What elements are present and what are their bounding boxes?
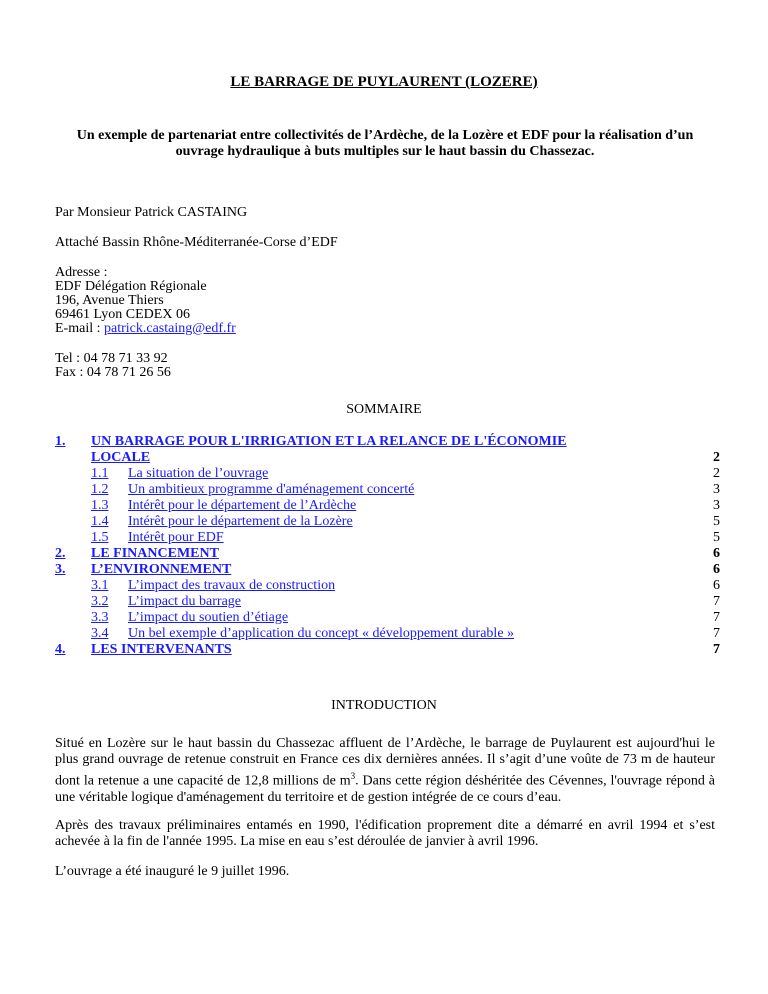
toc-label[interactable]: Intérêt pour EDF bbox=[128, 530, 224, 545]
toc-entry-3-3[interactable] bbox=[55, 610, 720, 626]
toc-entry-1-cont[interactable] bbox=[55, 450, 720, 466]
email-label: E-mail : bbox=[55, 321, 104, 336]
toc-heading: SOMMAIRE bbox=[346, 402, 422, 417]
toc-entry-1-2[interactable] bbox=[55, 482, 720, 498]
toc-entry-3-2[interactable] bbox=[55, 594, 720, 610]
toc-number: 3.3 bbox=[91, 610, 109, 625]
toc-label[interactable]: L’impact des travaux de construction bbox=[128, 578, 336, 593]
toc-entry-1[interactable] bbox=[55, 434, 720, 450]
intro-heading: INTRODUCTION bbox=[331, 698, 437, 713]
intro-paragraph-1-text-a: Situé en Lozère sur le haut bassin du Chassezac affluent de l’Ardèche, le barrage de Puylaurent est aujourd'hui le plus grand ouvrage de retenue construit en France ces dix dernières années. Il s’agit d’une voûte de 73 m de hauteur dont la retenue a une capacité de 12,8 millions de m bbox=[55, 736, 715, 789]
address-line-2: 196, Avenue Thiers bbox=[55, 293, 164, 308]
toc-label[interactable]: La situation de l’ouvrage bbox=[128, 466, 269, 481]
toc-entry-3-4[interactable] bbox=[55, 626, 720, 642]
email-line bbox=[55, 322, 236, 336]
toc-page: 6 bbox=[713, 546, 720, 561]
toc-number: 1.3 bbox=[91, 498, 109, 513]
toc-number: 1.1 bbox=[91, 466, 109, 481]
toc-page: 7 bbox=[713, 642, 720, 657]
toc-number: 1.4 bbox=[91, 514, 109, 529]
toc-number: 4. bbox=[55, 642, 66, 657]
toc-entry-1-3[interactable] bbox=[55, 498, 720, 514]
toc-number: 1.5 bbox=[91, 530, 109, 545]
toc-number: 1.2 bbox=[91, 482, 109, 497]
author-role: Attaché Bassin Rhône-Méditerranée-Corse d’EDF bbox=[55, 235, 338, 250]
toc-page: 6 bbox=[713, 578, 720, 593]
toc-number: 3.4 bbox=[91, 626, 109, 641]
toc-page: 3 bbox=[713, 482, 720, 497]
toc-page: 6 bbox=[713, 562, 720, 577]
toc-number: 2. bbox=[55, 546, 66, 561]
intro-paragraph-2: Après des travaux préliminaires entamés en 1990, l'édification proprement dite a démarré en avril 1994 et s’est achevée à la fin de l'année 1995. La mise en eau s’est déroulée de janvier à avril 1996. bbox=[55, 818, 715, 849]
toc-label[interactable]: L’ENVIRONNEMENT bbox=[91, 562, 232, 577]
fax-line: Fax : 04 78 71 26 56 bbox=[55, 365, 171, 380]
toc-entry-2[interactable] bbox=[55, 546, 720, 562]
toc-entry-4[interactable] bbox=[55, 642, 720, 658]
email-link[interactable]: patrick.castaing@edf.fr bbox=[104, 321, 236, 336]
toc-entry-3-1[interactable] bbox=[55, 578, 720, 594]
toc-label[interactable]: UN BARRAGE POUR L'IRRIGATION ET LA RELANCE DE L'ÉCONOMIE bbox=[91, 434, 567, 449]
toc-entry-3[interactable] bbox=[55, 562, 720, 578]
toc-number: 3.2 bbox=[91, 594, 109, 609]
toc-label[interactable]: LE FINANCEMENT bbox=[91, 546, 219, 561]
toc-entry-1-5[interactable] bbox=[55, 530, 720, 546]
toc-label[interactable]: Un ambitieux programme d'aménagement concerté bbox=[128, 482, 415, 497]
toc-page: 2 bbox=[713, 450, 720, 465]
superscript-3: 3 bbox=[350, 771, 356, 781]
address-line-3: 69461 Lyon CEDEX 06 bbox=[55, 307, 190, 322]
toc-page: 7 bbox=[713, 594, 720, 609]
document-title: LE BARRAGE DE PUYLAURENT (LOZERE) bbox=[230, 74, 538, 90]
author-name: Par Monsieur Patrick CASTAING bbox=[55, 205, 248, 220]
document-subtitle: Un exemple de partenariat entre collectivités de l’Ardèche, de la Lozère et EDF pour la réalisation d’un ouvrage hydraulique à buts multiples sur le haut bassin du Chassezac. bbox=[76, 128, 694, 159]
toc-number: 3.1 bbox=[91, 578, 109, 593]
toc-label[interactable]: LOCALE bbox=[91, 450, 151, 465]
toc-page: 7 bbox=[713, 626, 720, 641]
toc-label[interactable]: Intérêt pour le département de la Lozère bbox=[128, 514, 353, 529]
toc-page: 3 bbox=[713, 498, 720, 513]
toc-number: 3. bbox=[55, 562, 66, 577]
toc-page: 2 bbox=[713, 466, 720, 481]
toc-label[interactable]: Intérêt pour le département de l’Ardèche bbox=[128, 498, 357, 513]
intro-paragraph-1-text-b: . Dans cette région déshéritée des Cévennes, l'ouvrage répond à une véritable logique d'aménagement du territoire et de gestion intégrée de ce cours d’eau. bbox=[55, 773, 715, 805]
address-label: Adresse : bbox=[55, 265, 108, 280]
toc-label[interactable]: LES INTERVENANTS bbox=[91, 642, 232, 657]
toc-label[interactable]: L’impact du soutien d’étiage bbox=[128, 610, 289, 625]
toc-label[interactable]: L’impact du barrage bbox=[128, 594, 241, 609]
toc-page: 7 bbox=[713, 610, 720, 625]
toc-entry-1-4[interactable] bbox=[55, 514, 720, 530]
address-line-1: EDF Délégation Régionale bbox=[55, 279, 207, 294]
toc-page: 5 bbox=[713, 530, 720, 545]
toc-number: 1. bbox=[55, 434, 66, 449]
phone-line: Tel : 04 78 71 33 92 bbox=[55, 351, 168, 366]
toc-label[interactable]: Un bel exemple d’application du concept « développement durable » bbox=[128, 626, 515, 641]
toc-page: 5 bbox=[713, 514, 720, 529]
intro-paragraph-3: L’ouvrage a été inauguré le 9 juillet 1996. bbox=[55, 864, 290, 879]
intro-paragraph-1 bbox=[55, 736, 715, 806]
toc-entry-1-1[interactable] bbox=[55, 466, 720, 482]
